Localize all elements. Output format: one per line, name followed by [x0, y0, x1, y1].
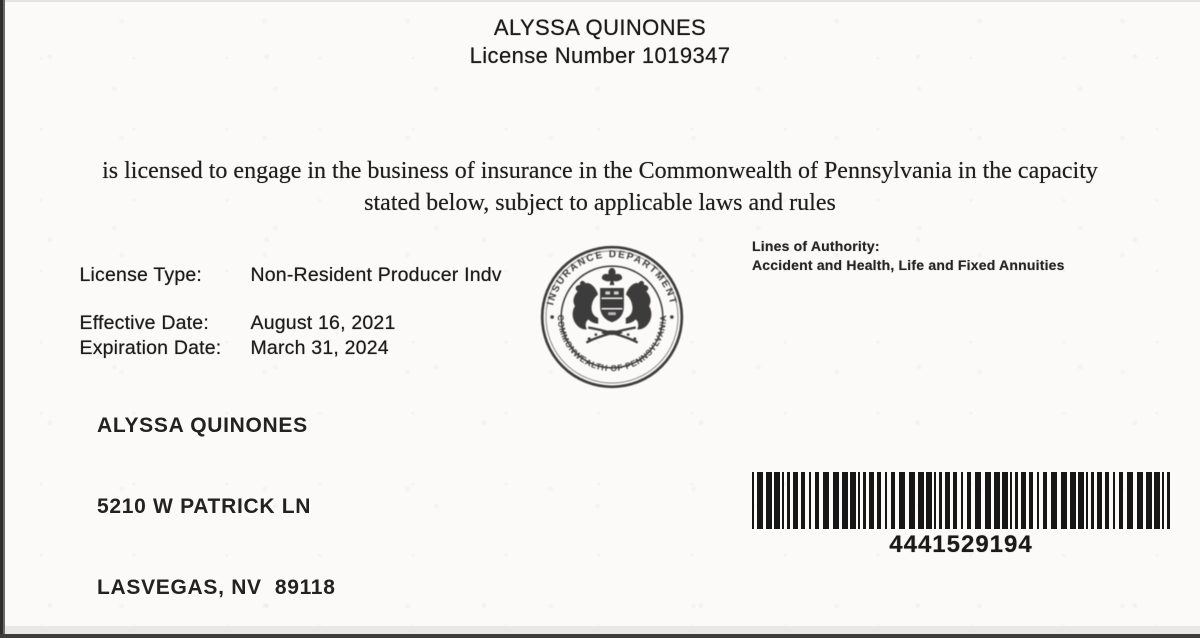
expiration-date-value: March 31, 2024 [250, 337, 389, 359]
barcode-bars [752, 472, 1170, 529]
effective-date-value: August 16, 2021 [250, 312, 396, 334]
scan-edge-top [5, 0, 1200, 2]
seal-bottom-text: COMMONWEALTH OF PENNSYLVANIA [555, 314, 669, 374]
address-name: ALYSSA QUINONES [97, 414, 308, 437]
lines-of-authority-label: Lines of Authority: [752, 238, 880, 254]
license-type-label: License Type: [79, 264, 203, 286]
statement-line-2: stated below, subject to applicable laws and rules [364, 190, 836, 216]
license-statement [28, 155, 1172, 219]
svg-text:COMMONWEALTH OF PENNSYLVANIA [556, 315, 668, 374]
barcode [752, 472, 1170, 559]
address-city-state-zip: LASVEGAS, NV 89118 [97, 576, 336, 599]
scan-edge-left [0, 0, 5, 638]
effective-date-label: Effective Date: [79, 312, 209, 334]
barcode-number: 4441529194 [889, 531, 1033, 558]
pennsylvania-insurance-department-seal-icon [536, 241, 688, 393]
statement-line-1: is licensed to engage in the business of insurance in the Commonwealth of Pennsylvania in the capacity [102, 158, 1098, 184]
licensee-address [97, 358, 336, 638]
licensee-name-heading: ALYSSA QUINONES [493, 15, 707, 40]
address-street: 5210 W PATRICK LN [97, 495, 312, 518]
document-header [0, 14, 1200, 70]
seal-top-text: INSURANCE DEPARTMENT [545, 249, 679, 307]
pa-coat-of-arms [573, 268, 652, 343]
expiration-date-label: Expiration Date: [79, 337, 222, 359]
lines-of-authority [752, 237, 1065, 275]
license-number: License Number 1019347 [469, 43, 731, 68]
lines-of-authority-value: Accident and Health, Life and Fixed Annuities [752, 257, 1065, 273]
license-type-value: Non-Resident Producer Indv [250, 264, 502, 286]
